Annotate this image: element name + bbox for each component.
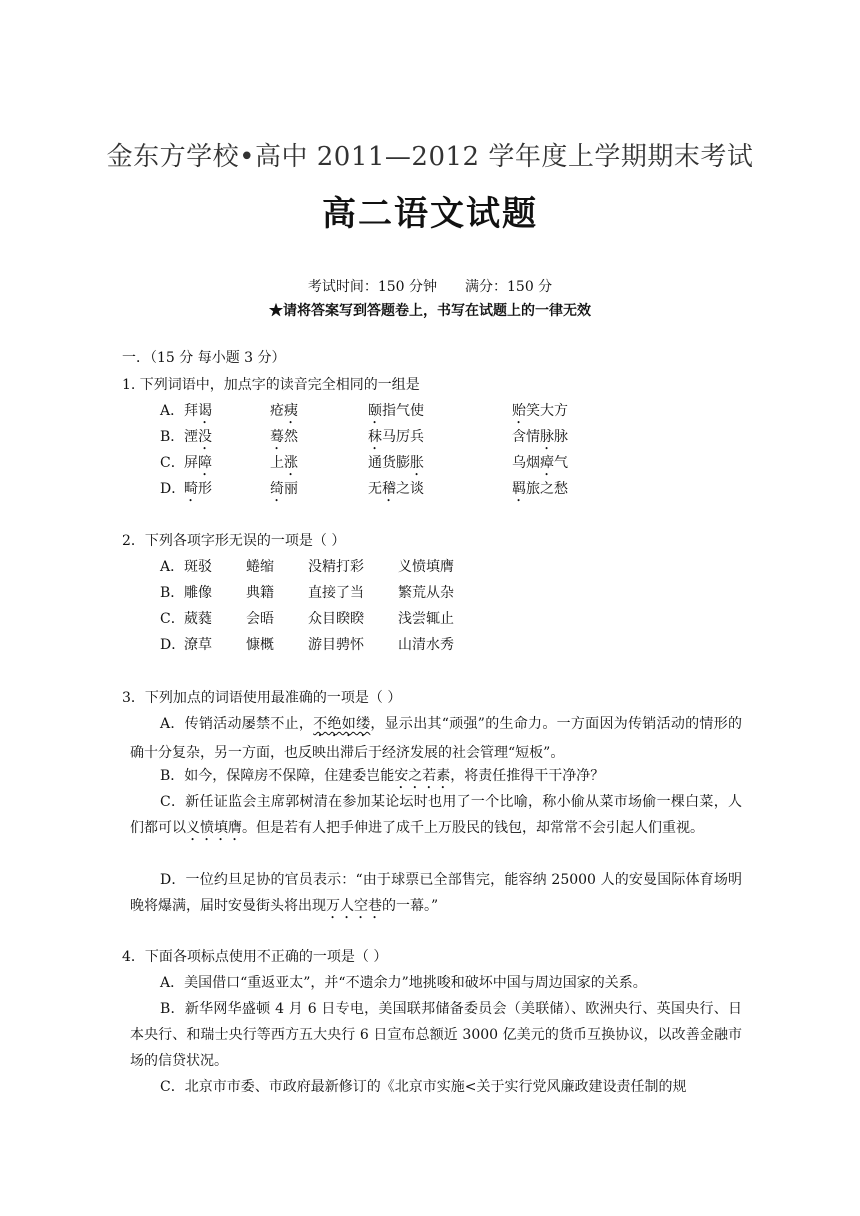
option-label: A． [160, 559, 185, 575]
q3-option-a: A．传销活动屡禁不止，不绝如缕，显示出其“顽强”的生命力。一方面因为传销活动的情形的确十分复杂，另一方面，也反映出滞后于经济发展的社会管理“短板”。 [130, 716, 742, 761]
option-word: 游目骋怀 [308, 637, 364, 653]
q3-option-c: C．新任证监会主席郭树清在参加某论坛时也用了一个比喻，称小偷从菜市场偷一棵白菜，人们都可以义愤填膺。但是若有人把手伸进了成千上万股民的钱包，却常常不会引起人们重视。 [130, 794, 742, 836]
exam-time: 考试时间：150 分钟 [307, 279, 437, 295]
option-word: 典籍 [246, 585, 274, 601]
question-1-stem: 1. 下列词语中，加点字的读音完全相同的一组是 [122, 377, 420, 393]
q1-option-a: A． 拜谒 疮痍 颐指气使 贻笑大方 [160, 403, 568, 419]
q2-option-c [160, 609, 720, 629]
option-word: 没精打彩 [308, 559, 364, 575]
option-word: 会晤 [246, 611, 274, 627]
option-word: 斑驳 [184, 559, 212, 575]
q1-option-b: B． 湮没 蓦然 秣马厉兵 含情脉脉 [160, 429, 568, 445]
option-label: D． [160, 637, 186, 653]
option-word: 蜷缩 [246, 559, 274, 575]
q4-option-a: A．美国借口“重返亚太”，并“不遗余力”地挑唆和破坏中国与周边国家的关系。 [160, 975, 647, 991]
option-label: A． [160, 403, 185, 419]
option-word: 山清水秀 [398, 637, 454, 653]
answer-notice: ★请将答案写到答题卷上，书写在试题上的一律无效 [269, 303, 591, 319]
option-word: 众目睽睽 [308, 611, 364, 627]
marked-phrase: 万人空巷 [326, 898, 382, 914]
q4-option-b: B．新华网华盛顿 4 月 6 日专电，美国联邦储备委员会（美联储）、欧洲央行、英国央行、日本央行、和瑞士央行等西方五大央行 6 日宣布总额近 3000 亿美元的货币互换协议，以改善金融市场的信贷状况。 [130, 1001, 742, 1069]
option-label: B． [160, 585, 185, 601]
option-word: 直接了当 [308, 585, 364, 601]
q2-option-a [160, 557, 720, 577]
q2-option-d [160, 635, 720, 655]
exam-school-line: 金东方学校•高中 2011—2012 学年度上学期期末考试 [106, 142, 754, 172]
question-3-stem: 3．下列加点的词语使用最准确的一项是（ ） [122, 690, 402, 706]
q2-option-b [160, 583, 720, 603]
option-word: 繁荒从杂 [398, 585, 454, 601]
page-title: 高二语文试题 [322, 194, 538, 234]
marked-phrase: 安之若素 [394, 768, 451, 784]
option-word: 慷概 [246, 637, 274, 653]
option-word: 浅尝辄止 [398, 611, 454, 627]
exam-score: 满分：150 分 [465, 279, 553, 295]
option-word: 潦草 [184, 637, 212, 653]
q4-option-c: C．北京市市委、市政府最新修订的《北京市实施<关于实行党风廉政建设责任制的规 [160, 1079, 687, 1095]
section-heading: 一．（15 分 每小题 3 分） [122, 350, 286, 366]
q3-option-b: B．如今，保障房不保障，住建委岂能安之若素，将责任推得干干净净？ [160, 768, 605, 784]
q1-option-d: D． 畸形 绮丽 无稽之谈 羁旅之愁 [160, 481, 568, 497]
marked-phrase: 义愤填膺 [186, 820, 242, 836]
q3-option-d: D．一位约旦足协的官员表示：“由于球票已全部售完，能容纳 25000 人的安曼国际体育场明晚将爆满，届时安曼街头将出现万人空巷的一幕。” [130, 872, 742, 914]
marked-phrase: 不绝如缕 [313, 716, 371, 732]
option-word: 义愤填膺 [398, 559, 454, 575]
option-label: B． [160, 429, 185, 445]
exam-info [0, 276, 860, 296]
option-word: 雕像 [184, 585, 212, 601]
question-2-stem: 2．下列各项字形无误的一项是（ ） [122, 533, 346, 549]
option-label: C． [160, 455, 185, 471]
q1-option-c: C． 屏障 上涨 通货膨胀 乌烟瘴气 [160, 455, 568, 471]
option-label: D． [160, 481, 186, 497]
option-label: C． [160, 611, 185, 627]
option-word: 葳蕤 [184, 611, 212, 627]
question-4-stem: 4．下面各项标点使用不正确的一项是（ ） [122, 949, 388, 965]
